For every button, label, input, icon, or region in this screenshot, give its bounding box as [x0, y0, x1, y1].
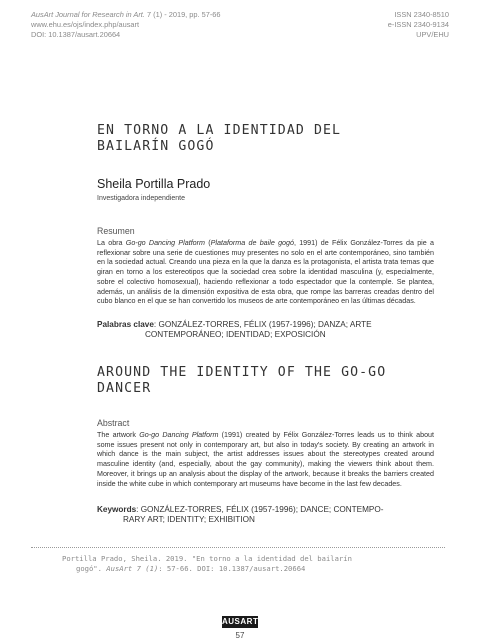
- journal-doi: DOI: 10.1387/ausart.20664: [31, 30, 121, 39]
- page-number: 57: [235, 631, 245, 640]
- author-name: Sheila Portilla Prado: [97, 177, 211, 191]
- keywords-es: [97, 320, 437, 341]
- abstract-text: [97, 431, 434, 489]
- journal-issue: 7 (1) - 2019, pp. 57-66: [144, 10, 221, 19]
- journal-header-right: [388, 10, 449, 40]
- citation-line-1: Portilla Prado, Sheila. 2019. "En torno a la identidad del bailarín: [62, 554, 352, 563]
- journal-header-left: [31, 10, 221, 40]
- journal-name: AusArt Journal for Research in Art.: [31, 10, 145, 19]
- resumen-heading: Resumen: [97, 226, 135, 236]
- publisher: UPV/EHU: [416, 30, 449, 39]
- citation-pages-doi: : 57-66. DOI: 10.1387/ausart.20664: [158, 563, 306, 573]
- ausart-logo: AUSART: [222, 617, 259, 626]
- journal-url: www.ehu.es/ojs/index.php/ausart: [31, 20, 140, 29]
- citation: [62, 554, 422, 574]
- abstract-work-title: Go-go Dancing Platform: [139, 431, 219, 439]
- keywords-es-label: Palabras clave: [97, 320, 154, 329]
- resumen-p3: , 1991) de Félix González-Torres da pie a reflexionar sobre una serie de cuestiones muy presentes no solo en el arte contemporáneo, sino también en la sociedad actual. Creando una pieza en la que la danza es la protagonista, el artista trata temas que giran en torno a los estereotipos que la sociedad crea sobre la identidad masculina (y, especialmente, sobre el colectivo homosexual), haciendo reflexionar a todo espectador que la contemple. Se plantea, además, un análisis de la dimensión expositiva de esta obra, que rompe las barreras creadas dentro del cubo blanco en el que se han convertido los museos de arte contemporáneo en las últimas décadas.: [97, 239, 434, 306]
- eissn: e-ISSN 2340-9134: [387, 20, 449, 29]
- keywords-es-line-1: : GONZÁLEZ-TORRES, FÉLIX (1957-1996); DANZA; ARTE: [153, 320, 372, 329]
- dotted-divider: [31, 547, 445, 548]
- author-affiliation: Investigadora independiente: [97, 195, 185, 202]
- title-en-line-1: AROUND THE IDENTITY OF THE GO-GO: [97, 365, 387, 380]
- resumen-p1: La obra: [97, 239, 126, 247]
- resumen-work-title: Go-go Dancing Platform: [125, 239, 205, 247]
- abstract-heading: Abstract: [97, 418, 130, 428]
- abstract-p2: (1991) created by Félix González-Torres leads us to think about some issues present not only in contemporary art, but also in today's society. By creating an artwork in which dance is the main subject, the artist addresses issues about the stereotypes created around masculine identity (and, especially, about the gay community), making the viewers think about them. Moreover, it brings up an analysis about the display of the artwork, because it breaks the barriers created inside the white cube in which contemporary art museums have become in the last few decades.: [97, 431, 434, 488]
- keywords-en: [97, 505, 437, 526]
- citation-line-2: [62, 564, 422, 574]
- title-es-line-1: EN TORNO A LA IDENTIDAD DEL: [97, 123, 342, 138]
- abstract-p1: The artwork: [97, 431, 140, 439]
- article-title-es: [97, 123, 397, 155]
- article-title-en: [97, 365, 397, 397]
- resumen-work-translation: Plataforma de baile gogó: [210, 239, 294, 247]
- title-es-line-2: BAILARÍN GOGÓ: [97, 139, 215, 154]
- keywords-en-label: Keywords: [97, 505, 137, 514]
- keywords-es-line-2: CONTEMPORÁNEO; IDENTIDAD; EXPOSICIÓN: [145, 330, 326, 340]
- citation-title-end: gogó".: [76, 563, 107, 573]
- citation-journal: AusArt 7 (1): [106, 563, 159, 573]
- keywords-en-line-1: : GONZÁLEZ-TORRES, FÉLIX (1957-1996); DANCE; CONTEMPO-: [136, 505, 384, 514]
- issn: ISSN 2340-8510: [394, 10, 449, 19]
- keywords-en-line-2: RARY ART; IDENTITY; EXHIBITION: [123, 515, 255, 525]
- title-en-line-2: DANCER: [97, 381, 152, 396]
- resumen-text: [97, 239, 434, 307]
- resumen-p2: (: [205, 239, 211, 247]
